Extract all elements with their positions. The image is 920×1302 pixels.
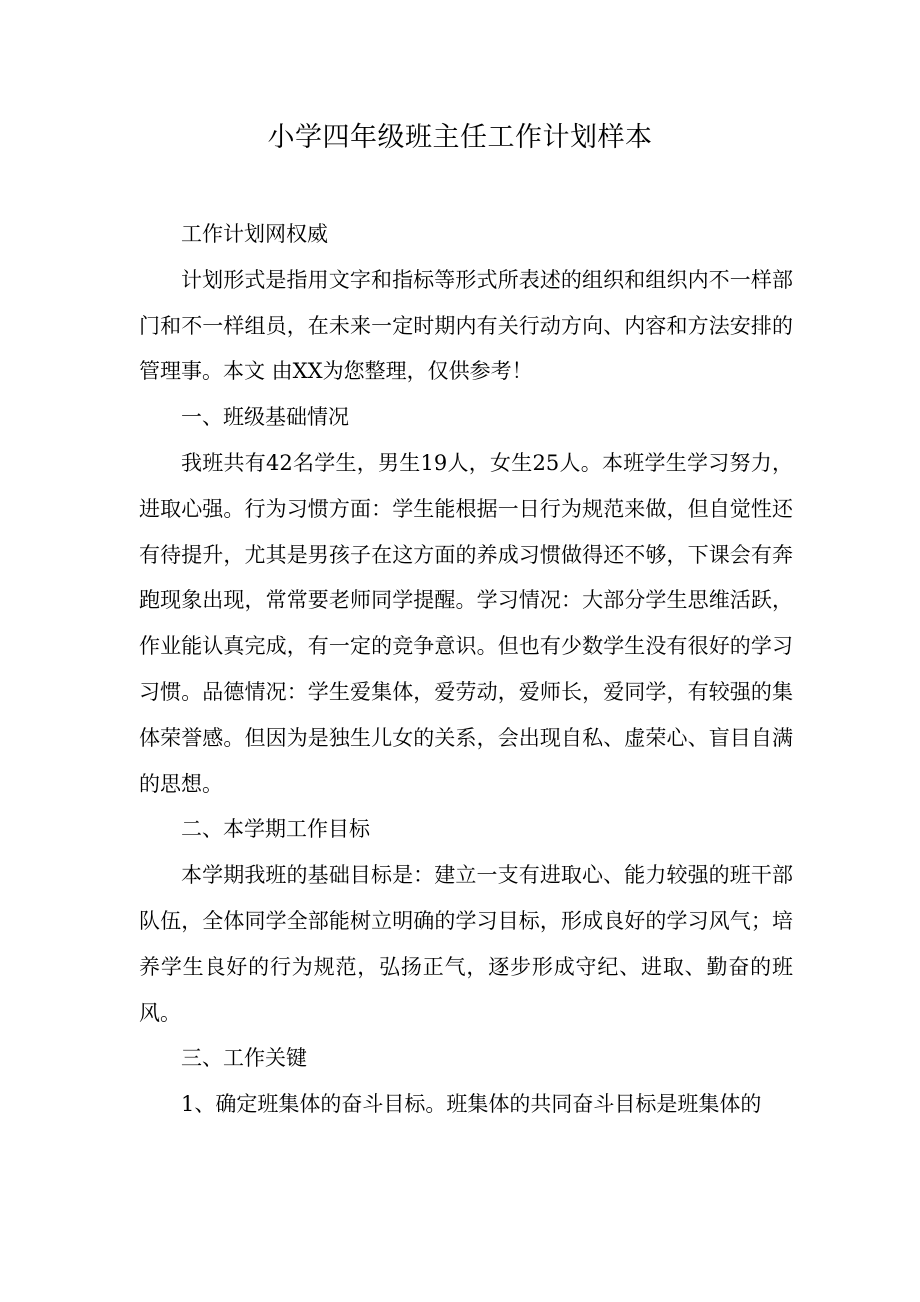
paragraph-term-goals: 本学期我班的基础目标是：建立一支有进取心、能力较强的班干部队伍，全体同学全部能树立明确的学习目标，形成良好的学习风气；培养学生良好的行为规范，弘扬正气，逐步形成守纪、进取、勤奋的班风。 <box>139 863 793 1025</box>
section-heading-term-goals: 二、本学期工作目标 <box>181 817 370 842</box>
paragraph-key-work-1: 1、确定班集体的奋斗目标。班集体的共同奋斗目标是班集体的 <box>181 1092 762 1117</box>
section-heading-class-basics: 一、班级基础情况 <box>181 405 349 430</box>
section-heading-key-work: 三、工作关键 <box>181 1046 307 1071</box>
document-body <box>139 212 793 1128</box>
paragraph-intro: 计划形式是指用文字和指标等形式所表述的组织和组织内不一样部门和不一样组员，在未来一定时期内有关行动方向、内容和方法安排的管理事。本文 由XX为您整理，仅供参考！ <box>139 267 793 384</box>
paragraph-source-note: 工作计划网权威 <box>181 222 328 246</box>
paragraph-class-basics: 我班共有42名学生，男生19人，女生25人。本班学生学习努力，进取心强。行为习惯方面：学生能根据一日行为规范来做，但自觉性还有待提升，尤其是男孩子在这方面的养成习惯做得还不够，下课会有奔跑现象出现，常常要老师同学提醒。学习情况：大部分学生思维活跃，作业能认真完成，有一定的竞争意识。但也有少数学生没有很好的学习习惯。品德情况：学生爱集体，爱劳动，爱师长，爱同学，有较强的集体荣誉感。但因为是独生儿女的关系，会出现自私、虚荣心、盲目自满的思想。 <box>139 450 793 796</box>
page-title: 小学四年级班主任工作计划样本 <box>267 122 653 153</box>
